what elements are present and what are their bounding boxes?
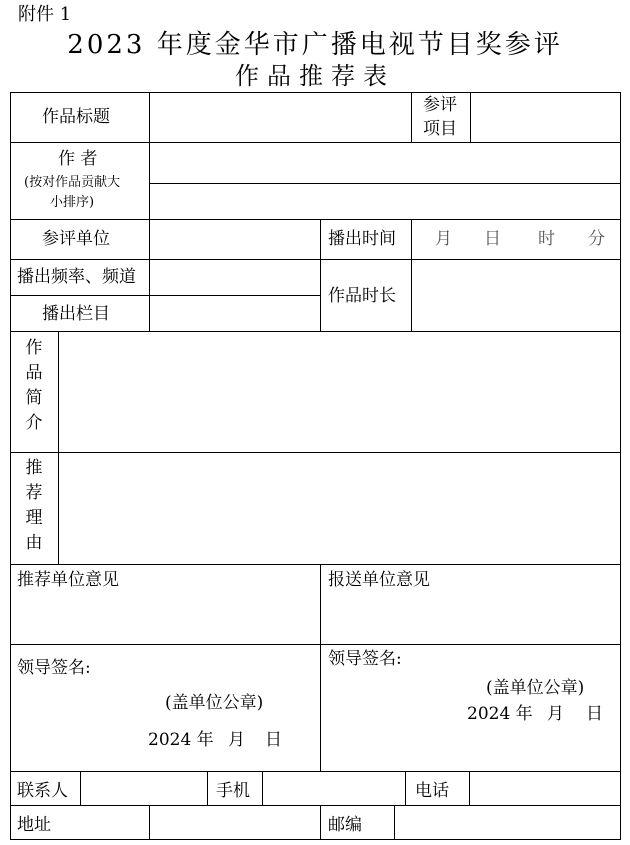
frequency-field[interactable] (150, 260, 320, 295)
frequency-label: 播出频率、频道 (17, 267, 136, 287)
table-border-left (10, 92, 11, 840)
seal-note-right: (盖单位公章) (486, 678, 585, 698)
day-unit: 日 (484, 229, 501, 249)
category-label-line2: 项目 (423, 119, 457, 139)
table-rule (320, 219, 321, 332)
phone-label: 电话 (415, 781, 449, 801)
author-field-1[interactable] (150, 143, 619, 183)
table-rule (320, 805, 321, 840)
table-border-right (620, 92, 621, 840)
leader-sign-label-left: 领导签名: (17, 658, 91, 678)
month-unit: 月 (435, 229, 452, 249)
category-field[interactable] (471, 93, 619, 142)
contact-field[interactable] (81, 772, 207, 805)
form-title: 2023 年度金华市广播电视节目奖参评 (67, 30, 563, 60)
summary-label-char: 品 (25, 363, 43, 383)
work-title-label: 作品标题 (42, 107, 110, 127)
author-note-line1: (按对作品贡献大 (24, 175, 121, 190)
date-month-right: 月 (547, 704, 564, 724)
attachment-label: 附件 1 (18, 4, 72, 25)
phone-field[interactable] (470, 772, 619, 805)
reason-label-char: 由 (25, 533, 43, 553)
table-rule (405, 771, 406, 806)
reason-label-char: 理 (25, 508, 43, 528)
form-subtitle: 作品推荐表 (235, 62, 395, 90)
address-field[interactable] (150, 806, 320, 839)
duration-field[interactable] (412, 260, 619, 331)
submit-opinion-field[interactable] (321, 590, 619, 644)
date-day-right: 日 (586, 704, 603, 724)
recommend-opinion-field[interactable] (11, 590, 319, 644)
mobile-field[interactable] (263, 772, 405, 805)
author-field-2[interactable] (150, 184, 619, 219)
summary-field[interactable] (59, 332, 619, 452)
table-rule (10, 644, 620, 645)
author-note-line2: 小排序) (50, 195, 95, 210)
table-rule (411, 92, 412, 143)
summary-label-char: 简 (25, 388, 43, 408)
table-rule (10, 564, 620, 565)
broadcast-time-label: 播出时间 (328, 229, 396, 249)
contact-label: 联系人 (17, 781, 68, 801)
reason-label-char: 推 (25, 458, 43, 478)
unit-label: 参评单位 (42, 229, 110, 249)
column-field[interactable] (150, 296, 320, 331)
unit-field[interactable] (150, 220, 320, 259)
duration-label: 作品时长 (328, 286, 396, 306)
work-title-field[interactable] (150, 93, 410, 142)
hour-unit: 时 (538, 229, 555, 249)
postcode-label: 邮编 (328, 815, 362, 835)
address-label: 地址 (17, 815, 51, 835)
date-month-left: 月 (228, 730, 245, 750)
category-label-line1: 参评 (423, 95, 457, 115)
minute-unit: 分 (588, 229, 605, 249)
summary-label-char: 介 (25, 413, 43, 433)
reason-label (24, 456, 44, 556)
date-year-right: 2024 年 (467, 704, 533, 724)
summary-label (24, 336, 44, 436)
recommend-opinion-label: 推荐单位意见 (17, 570, 119, 590)
date-day-left: 日 (265, 730, 282, 750)
postcode-field[interactable] (395, 806, 619, 839)
summary-label-char: 作 (25, 338, 43, 358)
author-label: 作 者 (58, 149, 98, 169)
submit-opinion-label: 报送单位意见 (328, 570, 430, 590)
column-label: 播出栏目 (42, 304, 110, 324)
table-border-bottom (10, 839, 620, 840)
date-year-left: 2024 年 (148, 730, 214, 750)
table-rule (207, 771, 208, 806)
reason-label-char: 荐 (25, 483, 43, 503)
mobile-label: 手机 (216, 781, 250, 801)
reason-field[interactable] (59, 453, 619, 564)
seal-note-left: (盖单位公章) (165, 693, 264, 713)
leader-sign-label-right: 领导签名: (328, 649, 402, 669)
